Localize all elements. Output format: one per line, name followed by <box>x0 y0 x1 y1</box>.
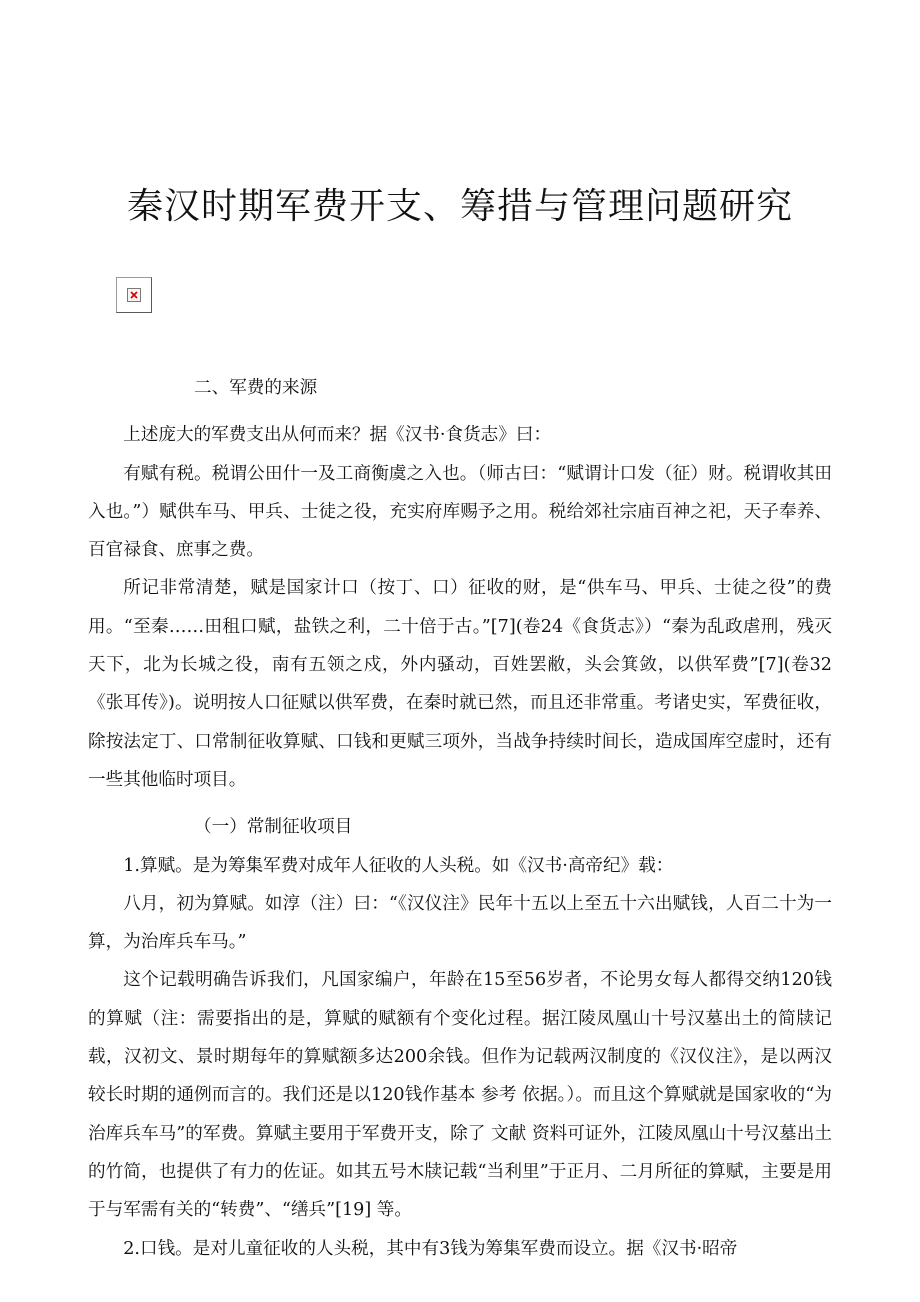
paragraph-spacer <box>88 799 832 808</box>
paragraph: 有赋有税。税谓公田什一及工商衡虞之入也。（师古曰：“赋谓计口发（征）财。税谓收其田入也。”）赋供车马、甲兵、士徒之役，充实府库赐予之用。税给郊社宗庙百神之祀，天子奉养、百官禄食、庶事之费。 <box>88 463 832 561</box>
section-heading: 二、军费的来源 <box>194 378 318 398</box>
paragraph: 这个记载明确告诉我们，凡国家编户，年龄在15至56岁者，不论男女每人都得交纳120钱的算赋（注：需要指出的是，算赋的赋额有个变化过程。据江陵凤凰山十号汉墓出土的简牍记载，汉初文、景时期每年的算赋额多达200余钱。但作为记载两汉制度的《汉仪注》，是以两汉较长时期的通例而言的。我们还是以120钱作基本 参考 依据。）。而且这个算赋就是国家收的“为治库兵车马”的军费。算赋主要用于军费开支，除了 文献 资料可证外，江陵凤凰山十号汉墓出土的竹简，也提供了有力的佐证。如其五号木牍记载“当利里”于正月、二月所征的算赋，主要是用于与军需有关的“转费”、“缮兵”[19] 等。 <box>88 970 832 1221</box>
paragraph: 1.算赋。是为筹集军费对成年人征收的人头税。如《汉书·高帝纪》载： <box>123 855 674 876</box>
paragraph: 所记非常清楚，赋是国家计口（按丁、口）征收的财，是“供车马、甲兵、士徒之役”的费用。“至秦……田租口赋，盐铁之利，二十倍于古。”[7](卷24《食货志》）“秦为乱政虐刑，残灭天下，北为长城之役，南有五领之戍，外内骚动，百姓罢敝，头会箕敛，以供军费”[7](卷32《张耳传》)。说明按人口征赋以供军费，在秦时就已然，而且还非常重。考诸史实，军费征收，除按法定丁、口常制征收算赋、口钱和更赋三项外，当战争持续时间长，造成国库空虚时，还有一些其他临时项目。 <box>88 578 832 790</box>
document-body <box>88 369 832 1268</box>
broken-image-icon <box>127 288 141 302</box>
document-title: 秦汉时期军费开支、筹措与管理问题研究 <box>126 186 793 227</box>
paragraph: 上述庞大的军费支出从何而来？据《汉书·食货志》曰： <box>123 425 552 446</box>
paragraph-spacer <box>88 407 832 416</box>
broken-image-placeholder <box>116 277 152 313</box>
subsection-heading: （一）常制征收项目 <box>194 817 353 838</box>
paragraph: 八月，初为算赋。如淳（注）曰：“《汉仪注》民年十五以上至五十六出赋钱，人百二十为一算，为治库兵车马。” <box>88 893 832 953</box>
paragraph: 2.口钱。是对儿童征收的人头税，其中有3钱为筹集军费而设立。据《汉书·昭帝 <box>123 1238 738 1259</box>
